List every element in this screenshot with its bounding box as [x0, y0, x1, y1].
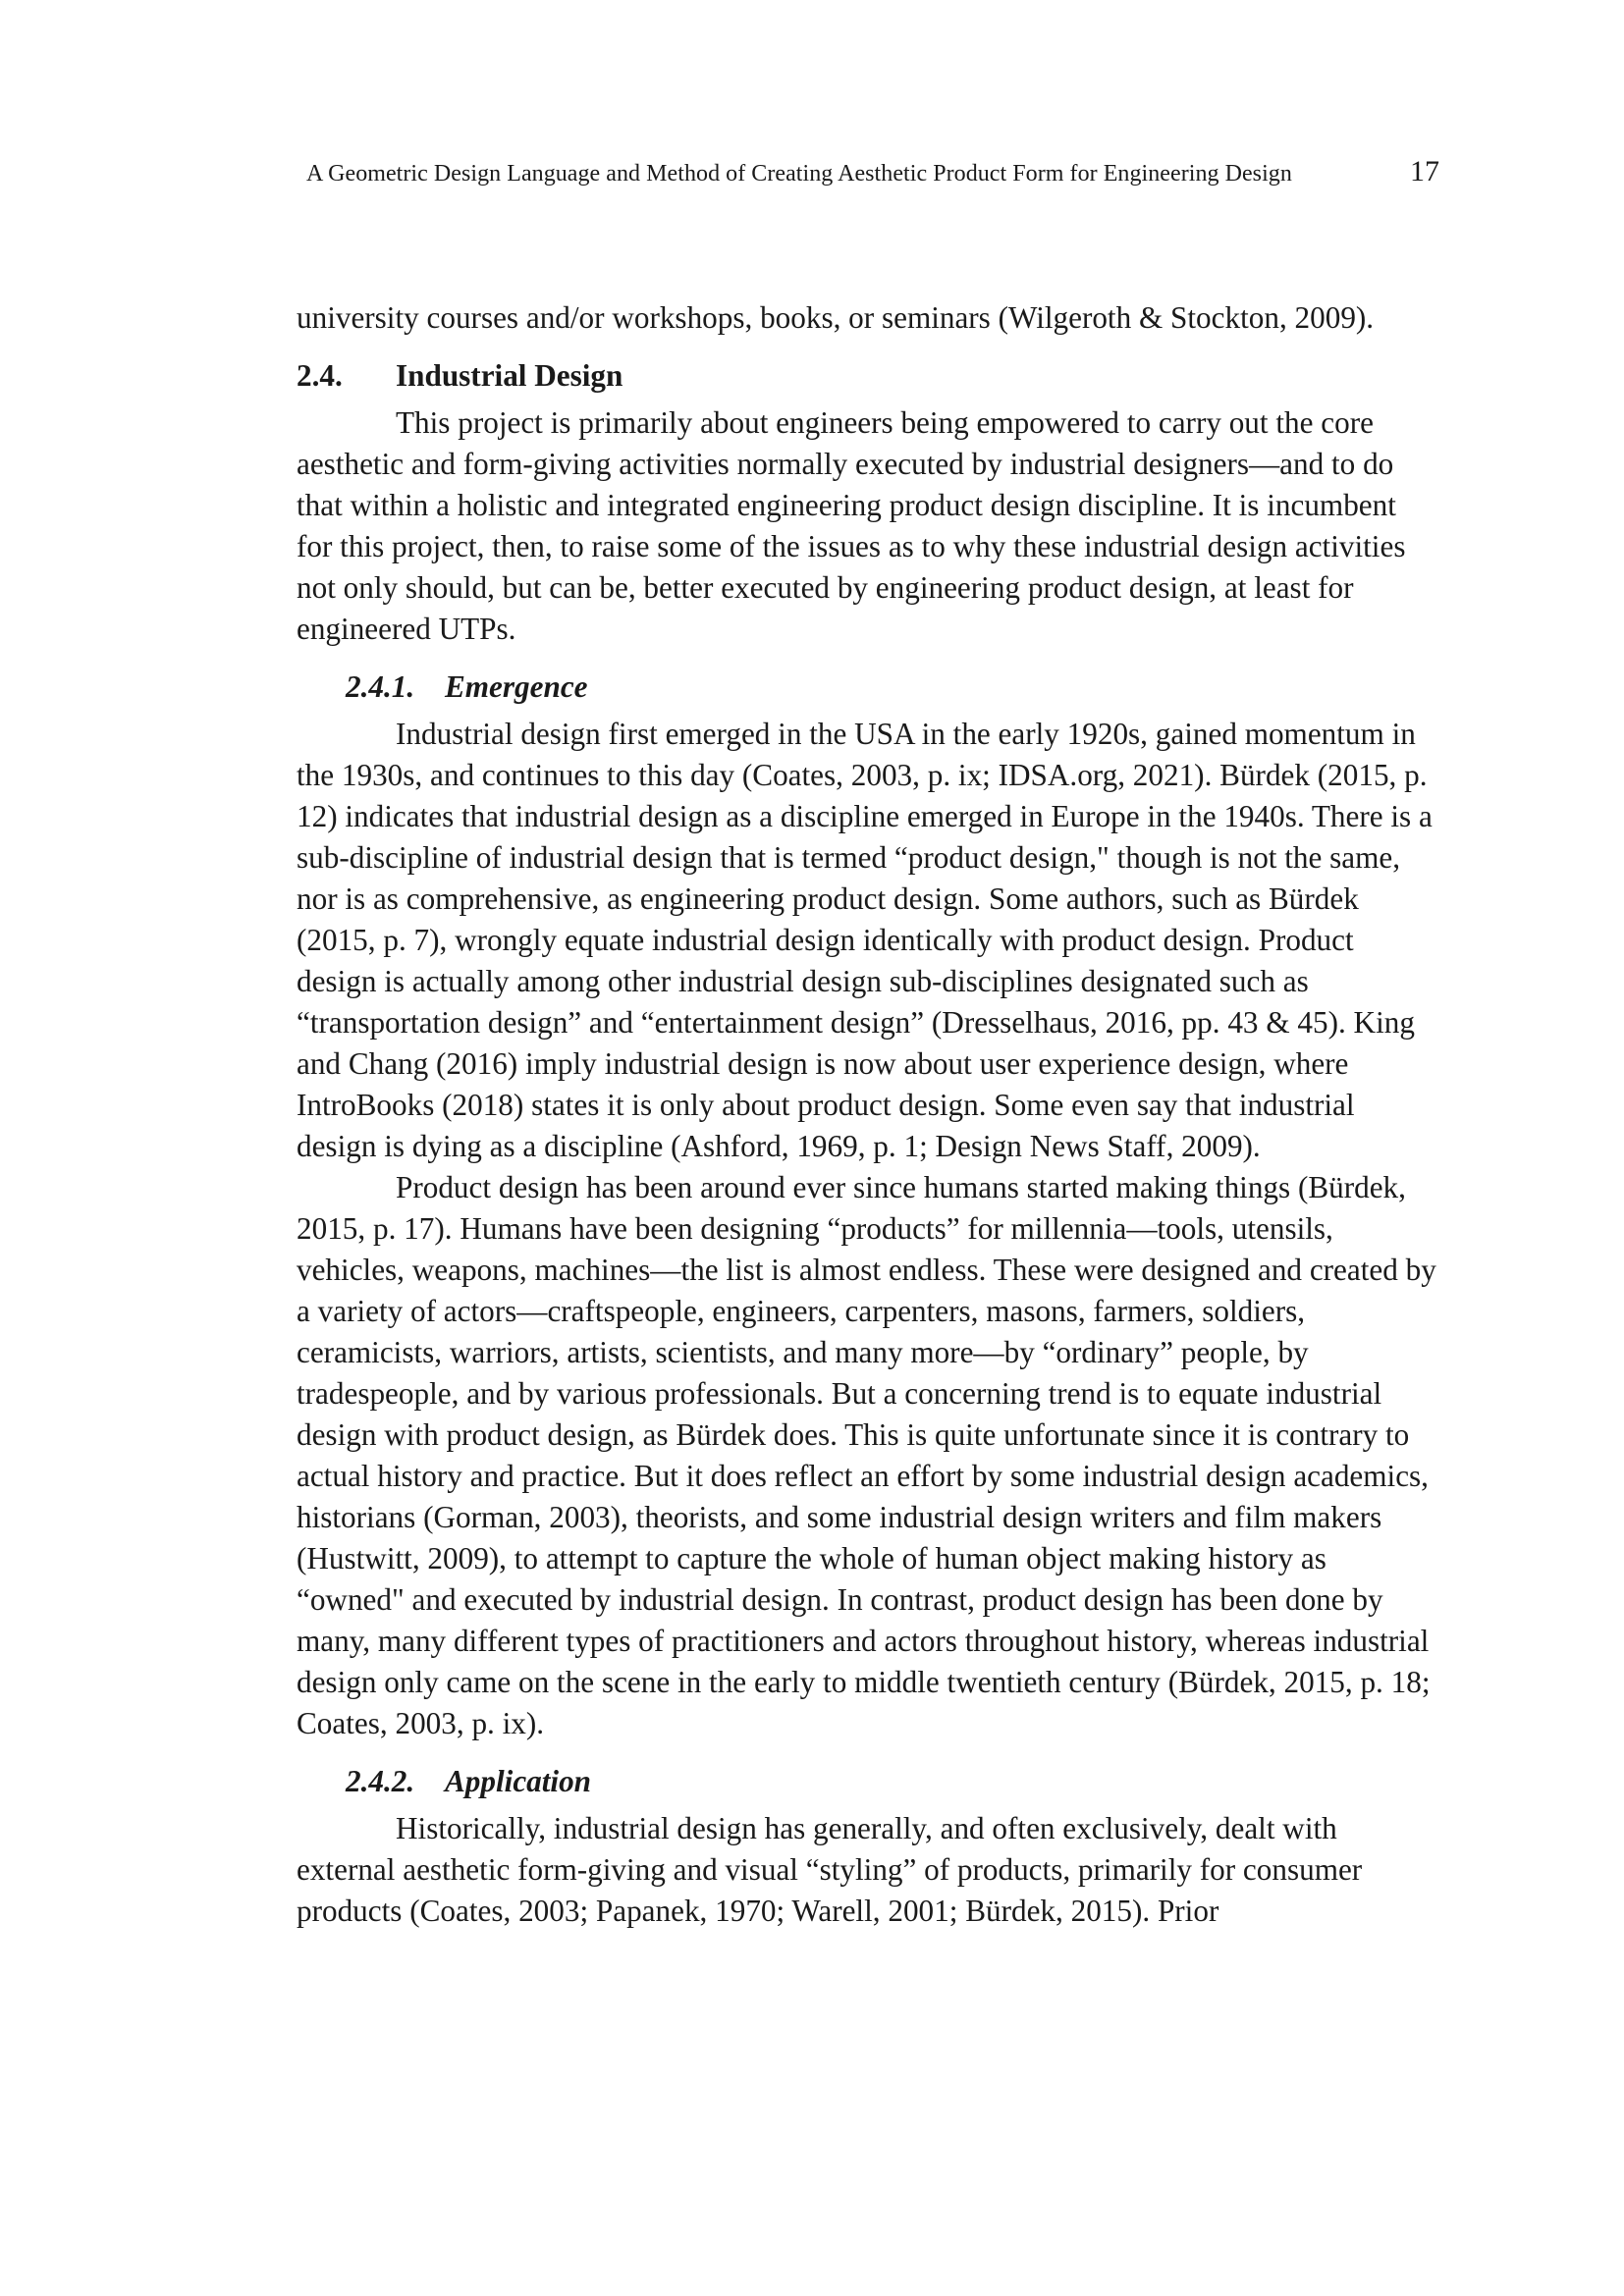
- subsection-heading-application: [346, 1761, 1437, 1802]
- subsection-title: Application: [445, 1764, 592, 1798]
- opening-paragraph: university courses and/or workshops, books, or seminars (Wilgeroth & Stockton, 2009).: [297, 300, 1375, 335]
- subsection-number: 2.4.1.: [346, 669, 415, 704]
- subsection-title: Emergence: [445, 669, 588, 704]
- application-paragraph: Historically, industrial design has generally, and often exclusively, dealt with external aesthetic form-giving and visual “styling” of products, primarily for consumer products (Coates, 2003; Papanek, 1970; Warell, 2001; Bürdek, 2015). Prior: [297, 1811, 1363, 1928]
- subsection-heading-emergence: [346, 667, 1437, 708]
- section-title: Industrial Design: [396, 358, 623, 393]
- running-header: [306, 155, 1439, 194]
- page-number: 17: [1410, 155, 1439, 187]
- section-number: 2.4.: [297, 358, 343, 393]
- emergence-paragraph-1: Industrial design first emerged in the USA in the early 1920s, gained momentum in the 1930s, and continues to this day (Coates, 2003, p. ix; IDSA.org, 2021). Bürdek (2015, p. 12) indicates that industrial design as a discipline emerged in Europe in the 1940s. There is a sub-discipline of industrial design that is termed “product design," though is not the same, nor is as comprehensive, as engineering product design. Some authors, such as Bürdek (2015, p. 7), wrongly equate industrial design identically with product design. Product design is actually among other industrial design sub-disciplines designated such as “transportation design” and “entertainment design” (Dresselhaus, 2016, pp. 43 & 45). King and Chang (2016) imply industrial design is now about user experience design, where IntroBooks (2018) states it is only about product design. Some even say that industrial design is dying as a discipline (Ashford, 1969, p. 1; Design News Staff, 2009).: [297, 717, 1433, 1163]
- body-text: [297, 297, 1437, 1932]
- subsection-number: 2.4.2.: [346, 1764, 415, 1798]
- emergence-paragraph-2: Product design has been around ever since humans started making things (Bürdek, 2015, p. 17). Humans have been designing “products” for millennia—tools, utensils, vehicles, weapons, machines—the list is almost endless. These were designed and created by a variety of actors—craftspeople, engineers, carpenters, masons, farmers, soldiers, ceramicists, warriors, artists, scientists, and many more—by “ordinary” people, by tradespeople, and by various professionals. But a concerning trend is to equate industrial design with product design, as Bürdek does. This is quite unfortunate since it is contrary to actual history and practice. But it does reflect an effort by some industrial design academics, historians (Gorman, 2003), theorists, and some industrial design writers and film makers (Hustwitt, 2009), to attempt to capture the whole of human object making history as “owned" and executed by industrial design. In contrast, product design has been done by many, many different types of practitioners and actors throughout history, whereas industrial design only came on the scene in the early to middle twentieth century (Bürdek, 2015, p. 18; Coates, 2003, p. ix).: [297, 1170, 1436, 1740]
- industrial-design-paragraph: This project is primarily about engineers being empowered to carry out the core aesthetic and form-giving activities normally executed by industrial designers—and to do that within a holistic and integrated engineering product design discipline. It is incumbent for this project, then, to raise some of the issues as to why these industrial design activities not only should, but can be, better executed by engineering product design, at least for engineered UTPs.: [297, 405, 1406, 646]
- section-heading-industrial-design: [297, 355, 1437, 397]
- running-title: A Geometric Design Language and Method of Creating Aesthetic Product Form for Engineering Design: [306, 161, 1292, 187]
